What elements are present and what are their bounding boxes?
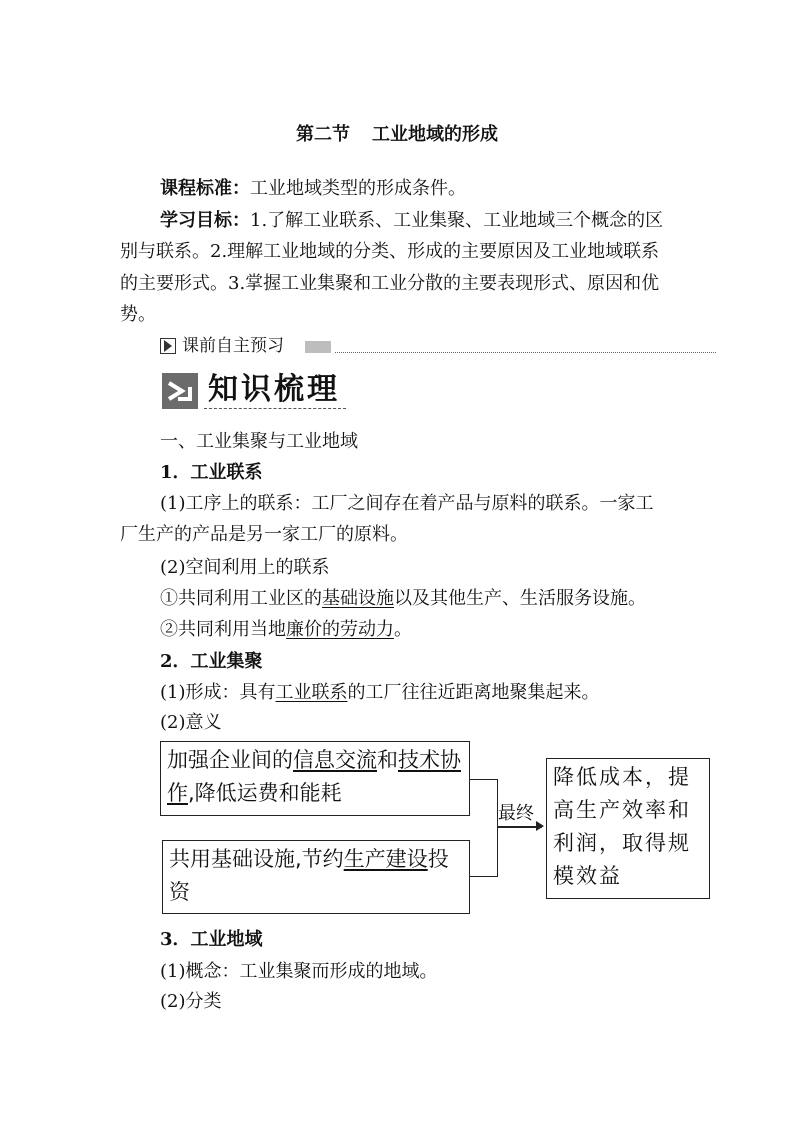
diagram-arrow-label: 最终 [498,803,534,824]
section-bar-preview [160,334,716,358]
diagram-box-shared-infrastructure: 共用基础设施,节约生产建设投资 [162,840,470,914]
paragraph-process-linkage-b: 厂生产的产品是另一家工厂的原料。 [120,524,408,545]
diagram-arrow [498,826,542,828]
paragraph-process-linkage-a: (1)工序上的联系：工厂之间存在着产品与原料的联系。一家工 [160,493,654,514]
learning-goals-line1: 学习目标：1.了解工业联系、工业集聚、工业地域三个概念的区 [160,210,664,231]
subheading-industrial-region: 3．工业地域 [160,929,263,950]
paragraph-significance: (2)意义 [160,712,222,733]
page-title [296,123,498,147]
answer-labor: 廉价的劳动力 [286,619,394,640]
section-bar-label: 课前自主预习 [182,336,284,356]
arrow-box-icon [160,338,176,354]
subheading-agglomeration: 2．工业集聚 [160,651,263,672]
item-labor: ②共同利用当地廉价的劳动力。 [160,619,412,640]
learning-goals-line4: 势。 [120,304,156,325]
diagram-box-info-exchange: 加强企业间的信息交流和技术协作,降低运费和能耗 [160,741,470,816]
section-bar-block [305,341,331,353]
answer-infrastructure: 基础设施 [322,588,394,609]
item-infrastructure: ①共同利用工业区的基础设施以及其他生产、生活服务设施。 [160,588,646,609]
paragraph-spatial-linkage: (2)空间利用上的联系 [160,557,330,578]
knowledge-banner-title: 知识梳理 [208,372,340,407]
answer-industrial-linkage: 工业联系 [275,682,348,703]
course-standard-label: 课程标准： [160,178,250,199]
learning-goals-line3: 的主要形式。3.掌握工业集聚和工业分散的主要表现形式、原因和优 [120,273,660,294]
course-standard [160,177,466,201]
learning-goals-line2: 别与联系。2.理解工业地域的分类、形成的主要原因及工业地域联系 [120,241,660,262]
section-title: 工业地域的形成 [372,124,498,145]
section-number: 第二节 [296,124,350,145]
heading-1: 一、工业集聚与工业地域 [160,431,358,452]
answer-tech-cooperation: 技术协作 [167,748,461,805]
course-standard-text: 工业地域类型的形成条件。 [250,178,466,199]
paragraph-concept: (1)概念：工业集聚而形成的地域。 [160,961,438,982]
diagram-box-result: 降低成本，提高生产效率和利润，取得规模效益 [546,758,710,899]
paragraph-formation: (1)形成：具有工业联系的工厂往往近距离地聚集起来。 [160,682,600,703]
section-bar-dotted-rule [335,352,716,353]
learning-goals-label: 学习目标： [160,210,250,231]
answer-info-exchange: 信息交流 [293,748,377,772]
knowledge-banner-dash [204,408,346,409]
answer-production-construction: 生产建设 [343,847,428,871]
paragraph-classification: (2)分类 [160,991,222,1012]
subheading-industrial-linkage: 1．工业联系 [160,462,263,483]
knowledge-banner-icon [162,373,198,409]
diagram-bracket [470,779,498,877]
